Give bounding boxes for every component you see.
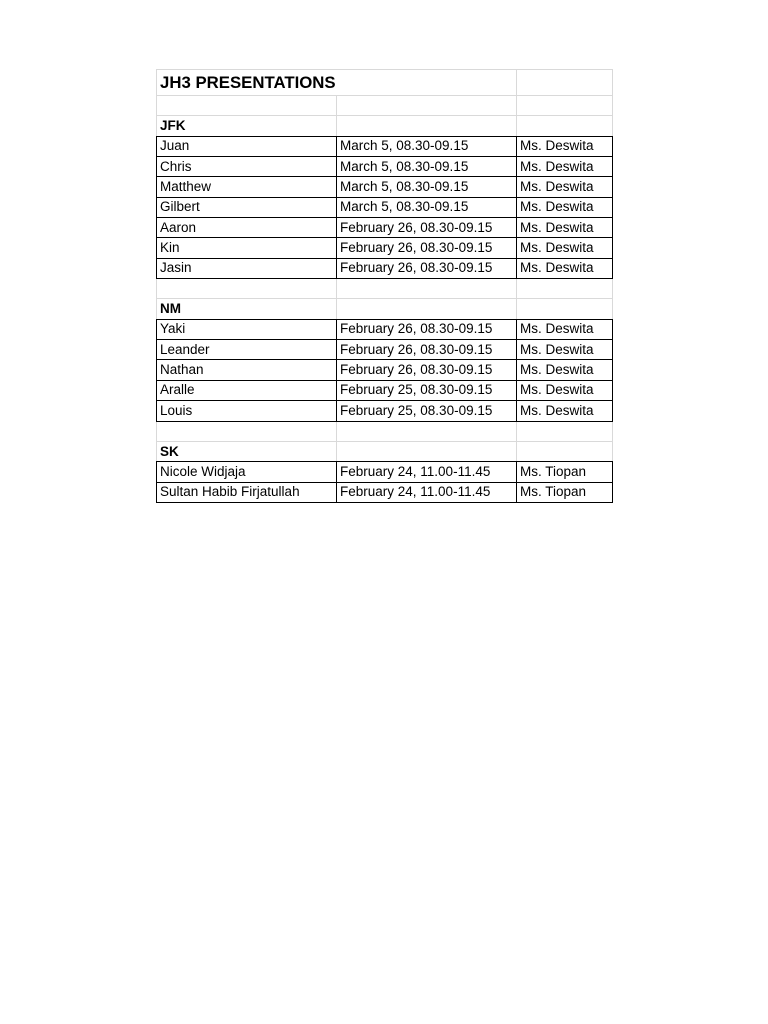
empty-cell	[337, 441, 517, 461]
presentation-schedule-table	[156, 69, 613, 503]
presentation-schedule: February 24, 11.00-11.45	[337, 482, 517, 502]
empty-cell	[337, 96, 517, 116]
teacher-name: Ms. Tiopan	[517, 462, 613, 482]
section-header-row	[157, 441, 613, 461]
presentation-schedule: February 24, 11.00-11.45	[337, 462, 517, 482]
spacer-row	[157, 96, 613, 116]
empty-cell	[337, 116, 517, 136]
table-row	[157, 238, 613, 258]
empty-cell	[157, 421, 337, 441]
section-label: SK	[157, 441, 337, 461]
student-name: Chris	[157, 157, 337, 177]
student-name: Aralle	[157, 380, 337, 400]
table-row	[157, 258, 613, 278]
presentation-schedule: March 5, 08.30-09.15	[337, 197, 517, 217]
student-name: Yaki	[157, 319, 337, 339]
teacher-name: Ms. Deswita	[517, 340, 613, 360]
teacher-name: Ms. Deswita	[517, 157, 613, 177]
student-name: Gilbert	[157, 197, 337, 217]
table-row	[157, 360, 613, 380]
table-row	[157, 319, 613, 339]
teacher-name: Ms. Deswita	[517, 258, 613, 278]
empty-cell	[517, 116, 613, 136]
teacher-name: Ms. Deswita	[517, 197, 613, 217]
teacher-name: Ms. Deswita	[517, 218, 613, 238]
student-name: Sultan Habib Firjatullah	[157, 482, 337, 502]
teacher-name: Ms. Deswita	[517, 238, 613, 258]
teacher-name: Ms. Deswita	[517, 380, 613, 400]
student-name: Nathan	[157, 360, 337, 380]
teacher-name: Ms. Tiopan	[517, 482, 613, 502]
student-name: Kin	[157, 238, 337, 258]
presentation-schedule: February 25, 08.30-09.15	[337, 401, 517, 421]
teacher-name: Ms. Deswita	[517, 401, 613, 421]
student-name: Matthew	[157, 177, 337, 197]
student-name: Jasin	[157, 258, 337, 278]
table-row	[157, 482, 613, 502]
presentation-schedule: February 26, 08.30-09.15	[337, 238, 517, 258]
teacher-name: Ms. Deswita	[517, 360, 613, 380]
table-row	[157, 340, 613, 360]
presentation-schedule: February 26, 08.30-09.15	[337, 218, 517, 238]
table-body	[157, 70, 613, 503]
empty-cell	[337, 279, 517, 299]
table-row	[157, 218, 613, 238]
student-name: Nicole Widjaja	[157, 462, 337, 482]
empty-cell	[517, 96, 613, 116]
teacher-name: Ms. Deswita	[517, 136, 613, 156]
presentation-schedule: February 26, 08.30-09.15	[337, 319, 517, 339]
teacher-name: Ms. Deswita	[517, 177, 613, 197]
presentation-schedule: February 25, 08.30-09.15	[337, 380, 517, 400]
empty-cell	[517, 421, 613, 441]
section-header-row	[157, 299, 613, 319]
empty-cell	[517, 279, 613, 299]
section-label: NM	[157, 299, 337, 319]
table-row	[157, 136, 613, 156]
sheet-title: JH3 PRESENTATIONS	[157, 70, 517, 96]
student-name: Louis	[157, 401, 337, 421]
spacer-row	[157, 279, 613, 299]
student-name: Leander	[157, 340, 337, 360]
student-name: Aaron	[157, 218, 337, 238]
table-row	[157, 157, 613, 177]
empty-cell	[157, 279, 337, 299]
section-label: JFK	[157, 116, 337, 136]
title-row	[157, 70, 613, 96]
presentation-schedule: February 26, 08.30-09.15	[337, 360, 517, 380]
section-header-row	[157, 116, 613, 136]
table-row	[157, 462, 613, 482]
table-row	[157, 177, 613, 197]
empty-cell	[517, 299, 613, 319]
empty-cell	[337, 299, 517, 319]
presentation-schedule: February 26, 08.30-09.15	[337, 258, 517, 278]
empty-cell	[517, 70, 613, 96]
student-name: Juan	[157, 136, 337, 156]
presentation-schedule: March 5, 08.30-09.15	[337, 157, 517, 177]
spacer-row	[157, 421, 613, 441]
empty-cell	[517, 441, 613, 461]
presentation-schedule: March 5, 08.30-09.15	[337, 177, 517, 197]
presentation-schedule: February 26, 08.30-09.15	[337, 340, 517, 360]
empty-cell	[157, 96, 337, 116]
teacher-name: Ms. Deswita	[517, 319, 613, 339]
presentation-schedule: March 5, 08.30-09.15	[337, 136, 517, 156]
table-row	[157, 197, 613, 217]
empty-cell	[337, 421, 517, 441]
table-row	[157, 401, 613, 421]
table-row	[157, 380, 613, 400]
